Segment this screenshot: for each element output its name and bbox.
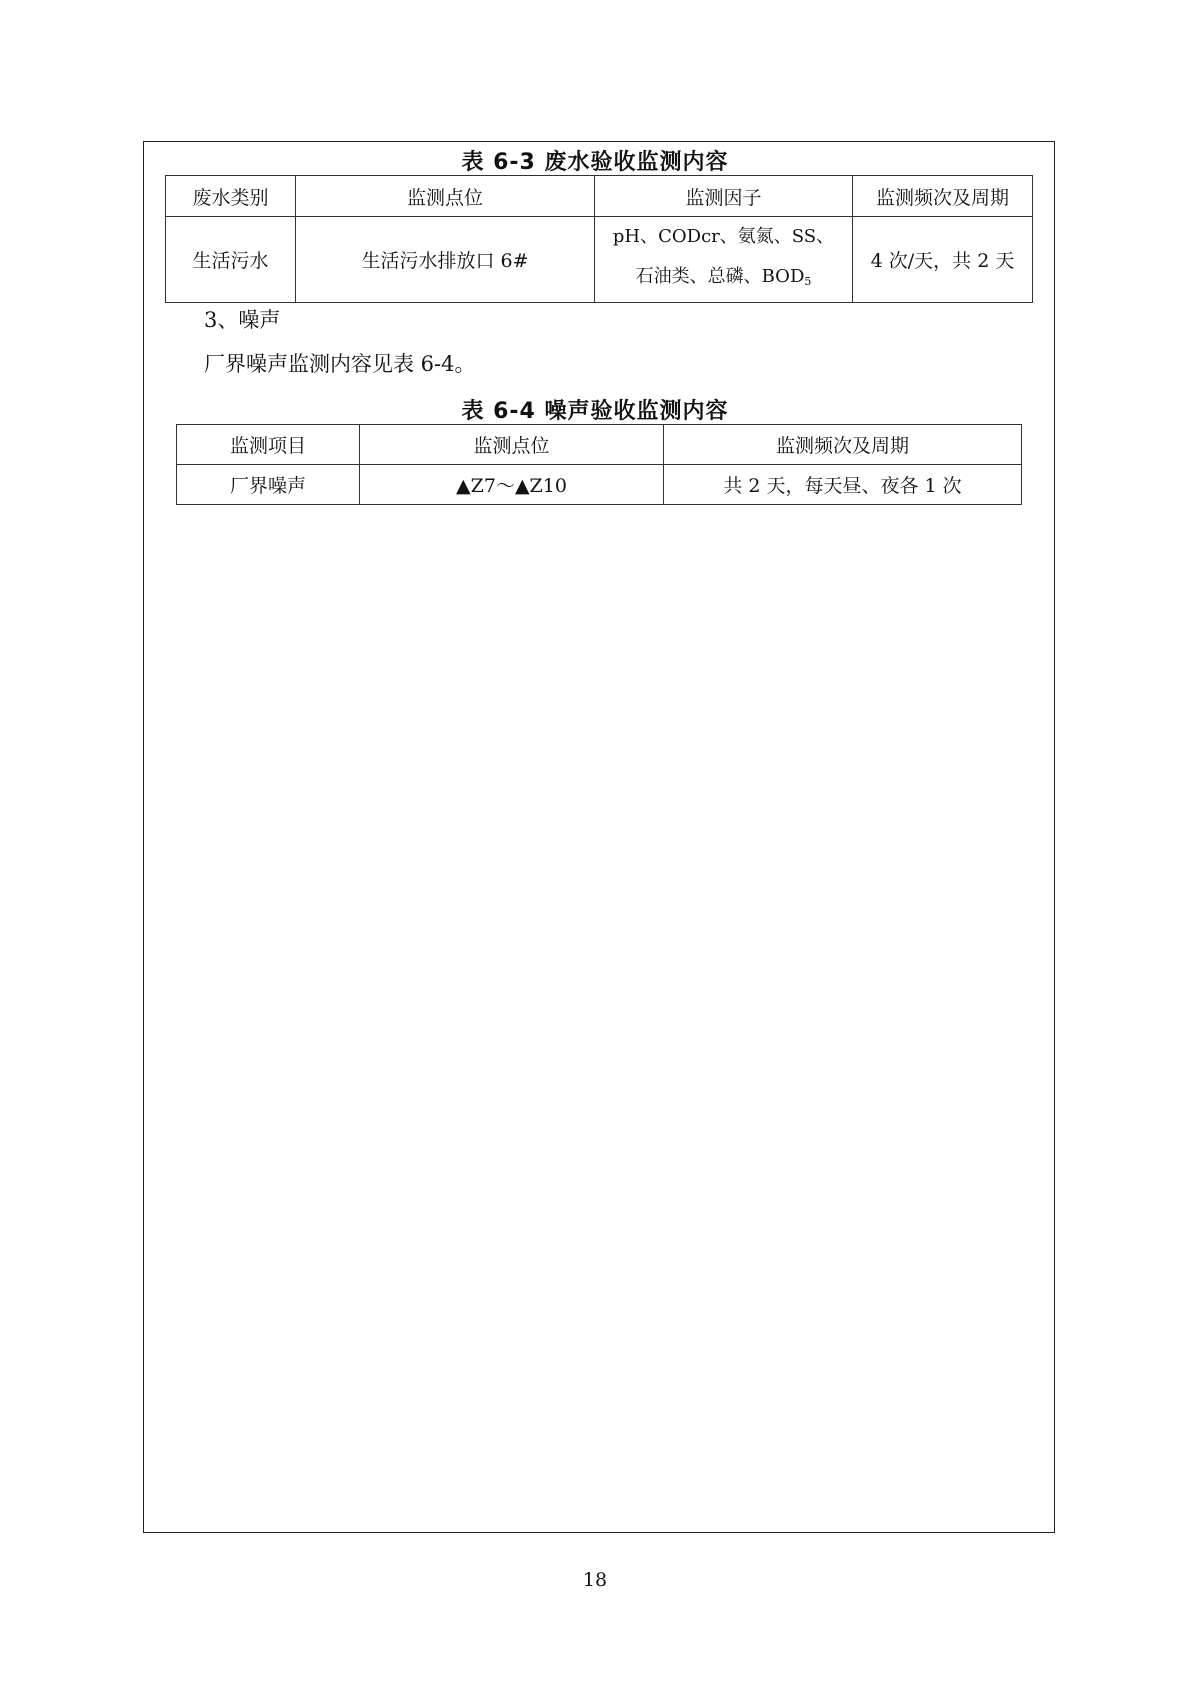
frequency-cell: 4 次/天，共 2 天 xyxy=(853,217,1033,303)
header-cell: 监测点位 xyxy=(360,425,664,465)
noise-frequency-cell: 共 2 天，每天昼、夜各 1 次 xyxy=(664,465,1022,505)
monitoring-factors-cell xyxy=(595,217,853,303)
noise-monitoring-table xyxy=(176,424,1022,505)
table-6-3-caption: 表 6-3 废水验收监测内容 xyxy=(461,150,729,175)
noise-point-cell: ▲Z7～▲Z10 xyxy=(360,465,664,505)
table-6-4-caption: 表 6-4 噪声验收监测内容 xyxy=(461,399,729,424)
factors-line-1: pH、CODcr、氨氮、SS、 xyxy=(612,226,835,247)
factors-line-2 xyxy=(595,257,852,302)
wastewater-type-cell: 生活污水 xyxy=(166,217,296,303)
factors-line-2-text: 石油类、总磷、BOD xyxy=(635,266,805,287)
header-cell: 监测频次及周期 xyxy=(664,425,1022,465)
table-header-row xyxy=(177,425,1022,465)
noise-intro-paragraph: 厂界噪声监测内容见表 6-4。 xyxy=(204,352,476,376)
header-cell: 监测点位 xyxy=(296,176,595,217)
monitoring-point-cell: 生活污水排放口 6# xyxy=(296,217,595,303)
table-row xyxy=(177,465,1022,505)
page-number: 18 xyxy=(582,1569,608,1591)
header-cell: 监测频次及周期 xyxy=(853,176,1033,217)
section-heading-noise: 3、噪声 xyxy=(204,308,281,332)
noise-item-cell: 厂界噪声 xyxy=(177,465,360,505)
wastewater-monitoring-table xyxy=(165,175,1033,303)
table-row xyxy=(166,217,1033,303)
table-header-row xyxy=(166,176,1033,217)
header-cell: 监测因子 xyxy=(595,176,853,217)
factors-subscript: 5 xyxy=(804,275,812,288)
header-cell: 监测项目 xyxy=(177,425,360,465)
header-cell: 废水类别 xyxy=(166,176,296,217)
